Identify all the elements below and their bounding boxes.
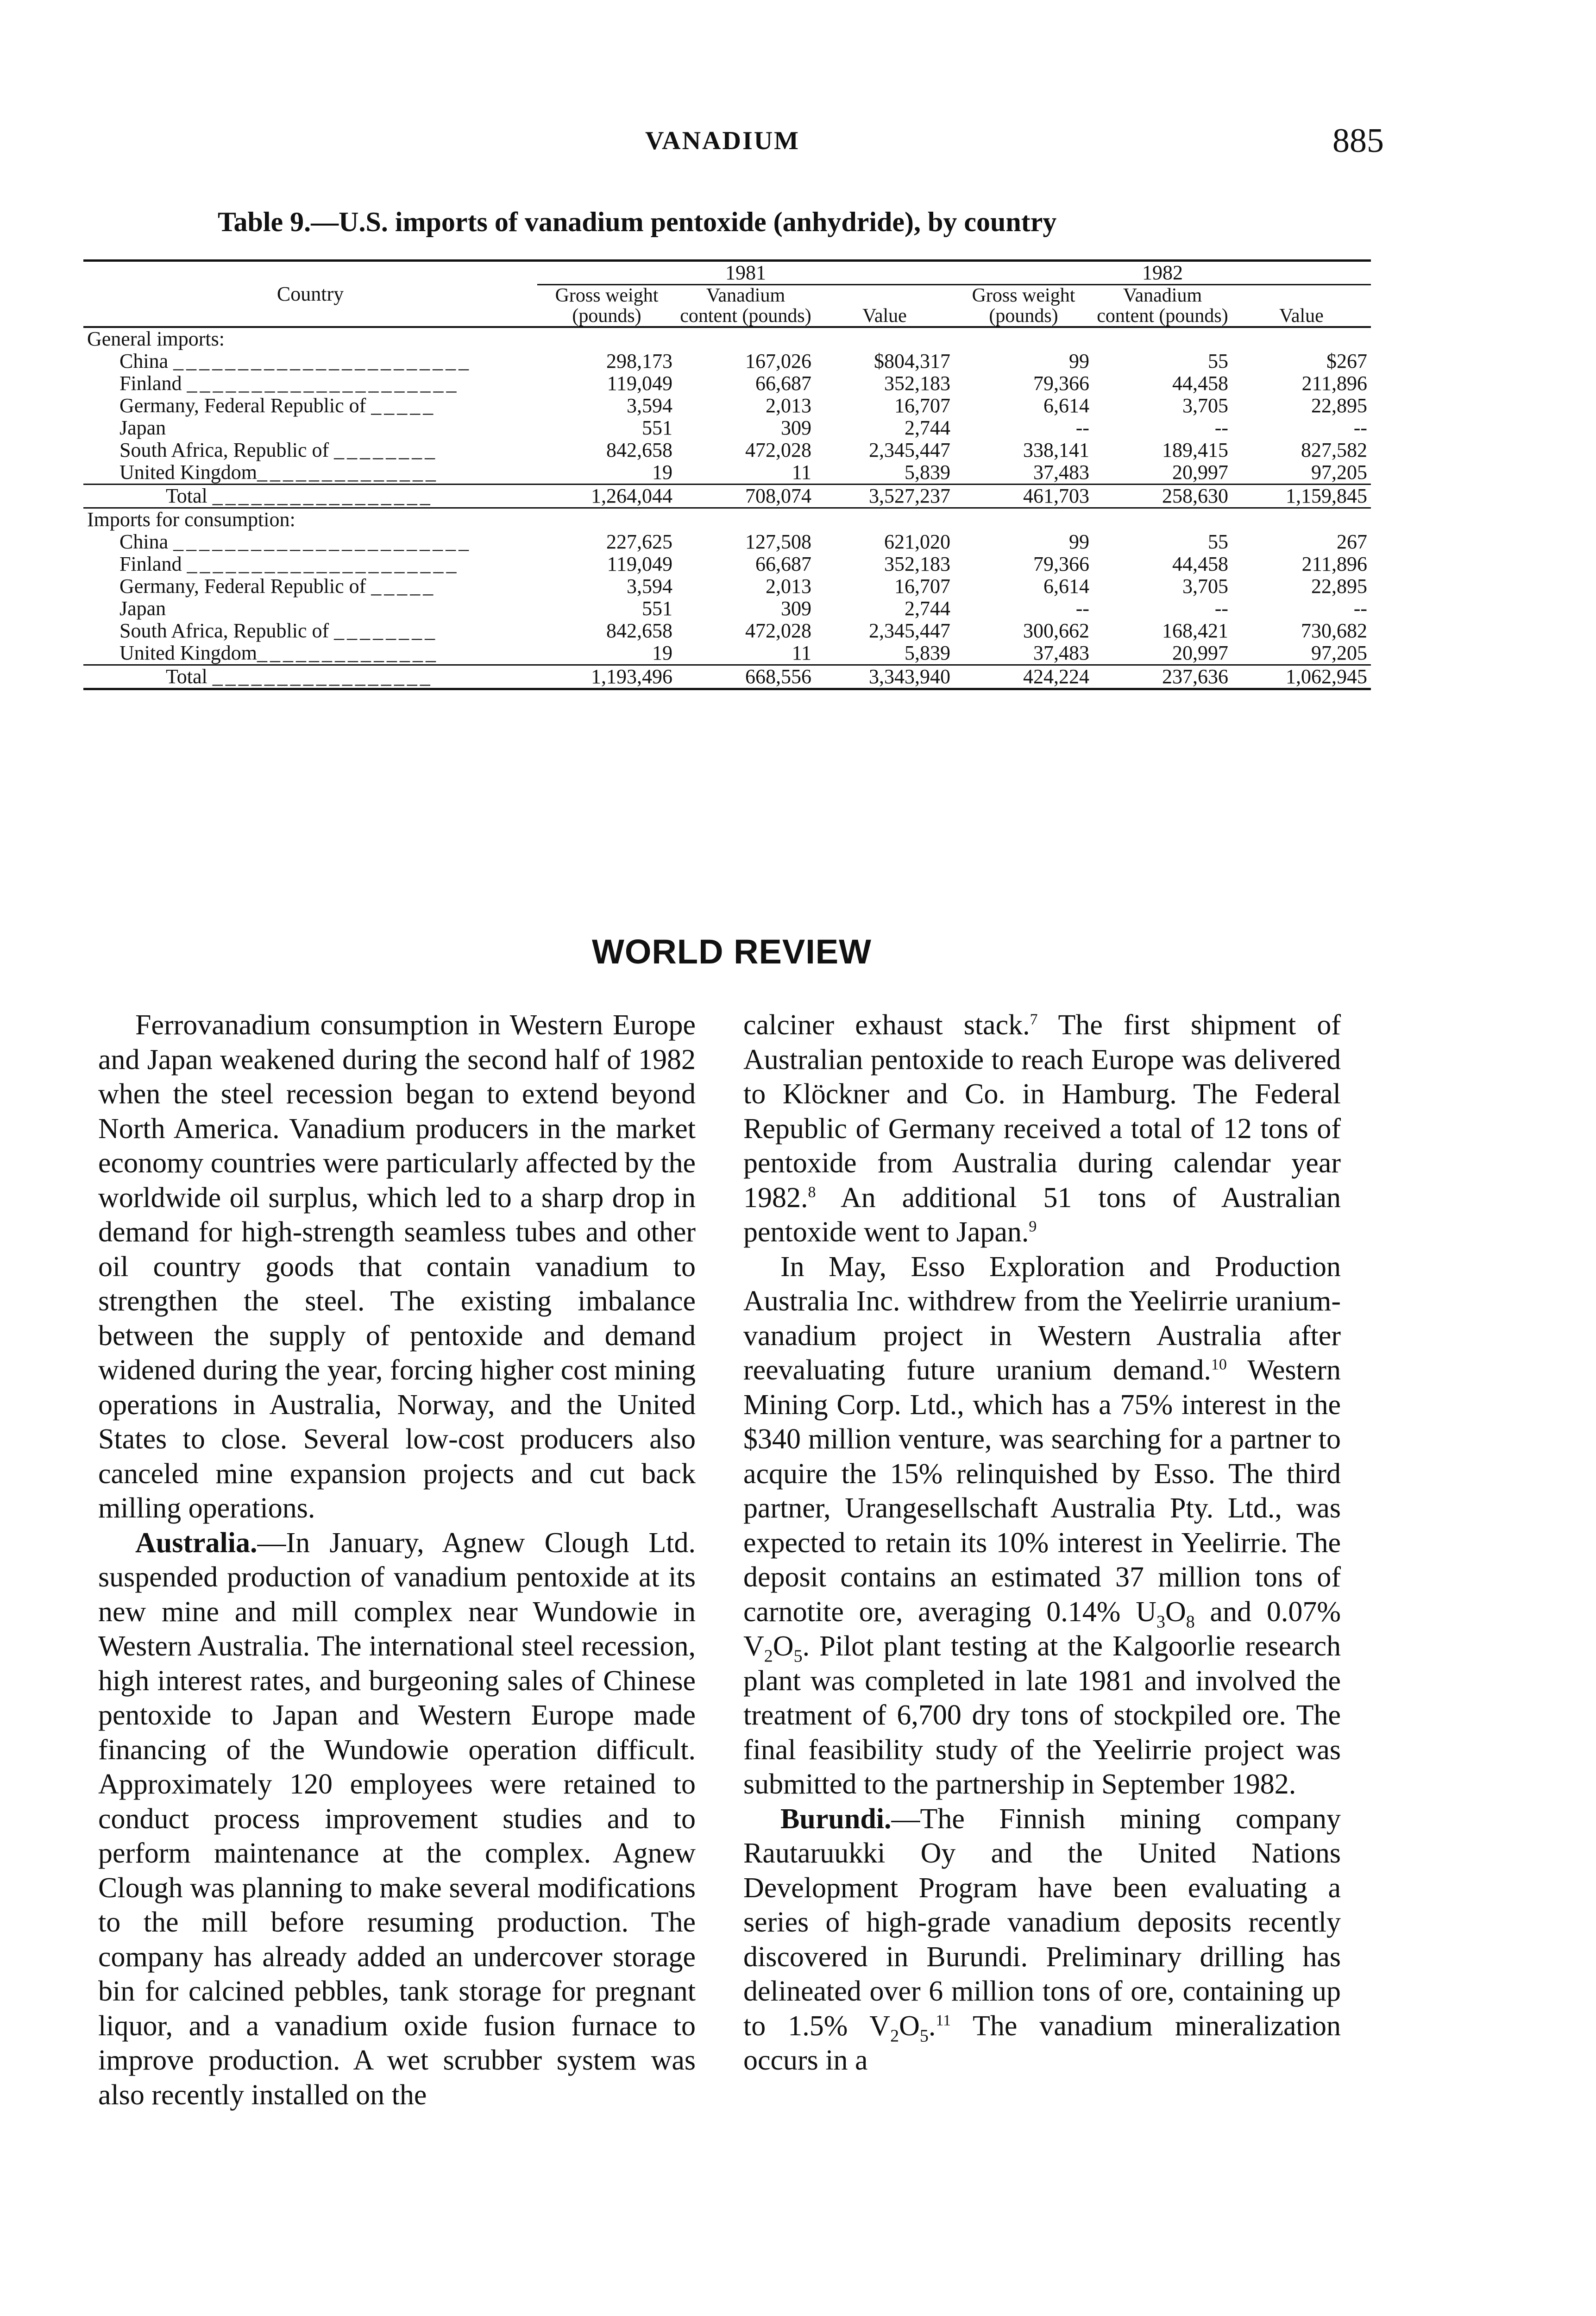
- value-cell: 16,707: [894, 394, 950, 417]
- value-cell: 5,839: [905, 642, 950, 664]
- value-cell: 97,205: [1311, 642, 1367, 664]
- page-number: 885: [1332, 122, 1384, 160]
- section-heading: WORLD REVIEW: [592, 932, 872, 971]
- value-cell: 3,705: [1182, 394, 1228, 417]
- value-cell: 168,421: [1162, 619, 1228, 642]
- value-cell: --: [1075, 597, 1089, 620]
- country-cell: South Africa, Republic of: [119, 619, 329, 642]
- country-column-header: Country: [83, 261, 537, 327]
- value-cell: 97,205: [1311, 461, 1367, 484]
- value-cell: 20,997: [1172, 461, 1228, 484]
- value-cell: 352,183: [884, 553, 950, 575]
- column-header: Vanadium content (pounds): [676, 285, 815, 327]
- imports-table-container: [83, 259, 1371, 690]
- value-cell: 211,896: [1301, 372, 1367, 395]
- country-cell: United Kingdom: [119, 461, 257, 484]
- value-cell: 22,895: [1311, 575, 1367, 598]
- table-row: Germany, Federal Republic of _____ 3,594 2,013 16,707 6,614 3,705 22,895: [83, 395, 1371, 417]
- total-cell: 708,074: [676, 485, 815, 508]
- column-header: Gross weight (pounds): [537, 285, 676, 327]
- total-cell: 1,062,945: [1232, 665, 1371, 689]
- paragraph: Ferrovanadium consumption in Western Europe and Japan weakened during the second half of 1982 when the steel recession began to extend beyond North America. Vanadium producers in the market economy countries were particularly affected by the worldwide oil surplus, which led to a sharp drop in demand for high-strength seamless tubes and other oil country goods that contain vanadium to strengthen the steel. The existing imbalance between the supply of pentoxide and demand widened during the year, forcing higher cost mining operations in Australia, Norway, and the United States to close. Several low-cost producers also canceled mine expansion projects and cut back milling operations.: [98, 1009, 696, 1524]
- left-text-column: [98, 1008, 696, 2112]
- value-cell: 309: [781, 597, 811, 620]
- value-cell: 2,345,447: [869, 619, 950, 642]
- value-cell: 300,662: [1023, 619, 1089, 642]
- country-cell: China: [119, 530, 169, 553]
- year-header-1981: 1981: [537, 261, 954, 285]
- running-title: VANADIUM: [645, 126, 800, 155]
- table-row: [83, 598, 1371, 620]
- value-cell: 298,173: [606, 350, 672, 372]
- country-cell: South Africa, Republic of: [119, 439, 329, 461]
- section-label: General imports:: [87, 327, 225, 350]
- value-cell: 2,013: [766, 394, 811, 417]
- run-in-heading: Burundi.: [780, 1803, 892, 1835]
- country-cell: Germany, Federal Republic of: [119, 575, 366, 598]
- value-cell: 3,594: [627, 394, 672, 417]
- value-cell: 3,705: [1182, 575, 1228, 598]
- value-cell: 11: [792, 461, 811, 484]
- paragraph: In May, Esso Exploration and Production Australia Inc. withdrew from the Yeelirrie uranium-vanadium project in Western Australia after reevaluating future uranium demand.$^{10}$ Western Mining Corp. Ltd., which has a 75% interest in the $340 million venture, was searching for a partner to acquire the 15% relinquished by Esso. The third partner, Urangesellschaft Australia Pty. Ltd., was expected to retain its 10% interest in Yeelirrie. The deposit contains an estimated 37 million tons of carnotite ore, averaging 0.14% $U_3O_8$ and 0.07% $V_2O_5$. Pilot plant testing at the Kalgoorlie research plant was completed in late 1981 and involved the treatment of 6,700 dry tons of stockpiled ore. The final feasibility study of the Yeelirrie project was submitted to the partnership in September 1982.: [743, 1251, 1341, 1800]
- table-row: Finland _____________________ 119,049 66,687 352,183 79,366 44,458 211,896: [83, 372, 1371, 395]
- total-row: Total _________________ 1,193,496 668,556 3,343,940 424,224 237,636 1,062,945: [83, 665, 1371, 689]
- paragraph: [98, 1526, 696, 2113]
- value-cell: 99: [1069, 350, 1089, 372]
- country-cell: Finland: [119, 372, 182, 395]
- total-cell: 1,264,044: [537, 485, 676, 508]
- value-cell: 227,625: [606, 530, 672, 553]
- value-cell: 2,744: [905, 597, 950, 620]
- column-header: Value: [815, 285, 954, 327]
- value-cell: 20,997: [1172, 642, 1228, 664]
- value-cell: --: [1353, 597, 1367, 620]
- total-cell: 461,703: [954, 485, 1093, 508]
- value-cell: 189,415: [1162, 439, 1228, 461]
- section-label: Imports for consumption:: [87, 508, 295, 531]
- value-cell: 66,687: [755, 372, 811, 395]
- footnote-ref: 8: [808, 1183, 816, 1201]
- value-cell: 19: [652, 642, 672, 664]
- footnote-ref: 11: [936, 2011, 951, 2029]
- value-cell: 37,483: [1033, 642, 1089, 664]
- value-cell: 352,183: [884, 372, 950, 395]
- table-row: South Africa, Republic of ________ 842,658 472,028 2,345,447 300,662 168,421 730,682: [83, 620, 1371, 642]
- right-text-column: [743, 1008, 1341, 2078]
- value-cell: 551: [642, 597, 672, 620]
- value-cell: --: [1353, 416, 1367, 439]
- country-cell: Germany, Federal Republic of: [119, 394, 366, 417]
- value-cell: --: [1214, 597, 1228, 620]
- value-cell: 167,026: [745, 350, 811, 372]
- country-cell: Finland: [119, 553, 182, 575]
- footnote-ref: 9: [1029, 1218, 1037, 1235]
- general-imports-section: [83, 327, 1371, 508]
- table-row: South Africa, Republic of ________ 842,658 472,028 2,345,447 338,141 189,415 827,582: [83, 439, 1371, 461]
- value-cell: 309: [781, 416, 811, 439]
- table-title: Table 9.—U.S. imports of vanadium pentoxide (anhydride), by country: [218, 207, 1057, 237]
- footnote-ref: 10: [1211, 1356, 1227, 1373]
- table-row: China _______________________ 227,625 127,508 621,020 99 55 267: [83, 531, 1371, 553]
- table-row: United Kingdom______________ 19 11 5,839 37,483 20,997 97,205: [83, 461, 1371, 485]
- paragraph-text: —In January, Agnew Clough Ltd. suspended production of vanadium pentoxide at its new mine and mill complex near Wundowie in Western Australia. The international steel recession, high interest rates, and burgeoning sales of Chinese pentoxide to Japan and Western Europe made financing of the Wundowie operation difficult. Approximately 120 employees were retained to conduct process improvement studies and to perform maintenance at the complex. Agnew Clough was planning to make several modifications to the mill before resuming production. The company has already added an undercover storage bin for calcined pebbles, tank storage for pregnant liquor, and a vanadium oxide fusion furnace to improve production. A wet scrubber system was also recently installed on the: [98, 1527, 696, 2111]
- value-cell: 55: [1208, 530, 1228, 553]
- total-cell: 668,556: [676, 665, 815, 689]
- column-header: Value: [1232, 285, 1371, 327]
- total-cell: 3,343,940: [815, 665, 954, 689]
- value-cell: --: [1214, 416, 1228, 439]
- table-row: Finland _____________________ 119,049 66,687 352,183 79,366 44,458 211,896: [83, 553, 1371, 575]
- value-cell: 2,013: [766, 575, 811, 598]
- value-cell: 44,458: [1172, 553, 1228, 575]
- value-cell: 472,028: [745, 619, 811, 642]
- run-in-heading: Australia.: [135, 1527, 258, 1559]
- value-cell: 127,508: [745, 530, 811, 553]
- value-cell: 827,582: [1301, 439, 1367, 461]
- value-cell: 472,028: [745, 439, 811, 461]
- value-cell: 19: [652, 461, 672, 484]
- table-row: Germany, Federal Republic of _____ 3,594 2,013 16,707 6,614 3,705 22,895: [83, 575, 1371, 598]
- value-cell: 6,614: [1043, 394, 1089, 417]
- total-cell: 1,193,496: [537, 665, 676, 689]
- value-cell: 338,141: [1023, 439, 1089, 461]
- paragraph: Burundi.—The Finnish mining company Rautaruukki Oy and the United Nations Development Program have been evaluating a series of high-grade vanadium deposits recently discovered in Burundi. Preliminary drilling has delineated over 6 million tons of ore, containing up to 1.5% $V_2O_5.^{11}$ The vanadium mineralization occurs in a: [743, 1803, 1341, 2076]
- total-cell: 1,159,845: [1232, 485, 1371, 508]
- value-cell: 3,594: [627, 575, 672, 598]
- value-cell: 44,458: [1172, 372, 1228, 395]
- country-cell: United Kingdom: [119, 642, 257, 664]
- value-cell: $804,317: [874, 350, 950, 372]
- total-label: Total: [166, 665, 207, 688]
- total-cell: 424,224: [954, 665, 1093, 689]
- total-cell: 3,527,237: [815, 485, 954, 508]
- value-cell: 11: [792, 642, 811, 664]
- value-cell: 621,020: [884, 530, 950, 553]
- country-cell: Japan: [119, 597, 166, 620]
- value-cell: 551: [642, 416, 672, 439]
- total-label: Total: [166, 485, 207, 507]
- value-cell: 211,896: [1301, 553, 1367, 575]
- table-row: [83, 417, 1371, 439]
- value-cell: 55: [1208, 350, 1228, 372]
- country-cell: Japan: [119, 416, 166, 439]
- country-cell: China: [119, 350, 169, 372]
- value-cell: 5,839: [905, 461, 950, 484]
- value-cell: 119,049: [607, 553, 672, 575]
- imports-for-consumption-section: [83, 508, 1371, 689]
- total-cell: 237,636: [1093, 665, 1232, 689]
- value-cell: 119,049: [607, 372, 672, 395]
- value-cell: 2,744: [905, 416, 950, 439]
- imports-table: [83, 259, 1371, 690]
- value-cell: 16,707: [894, 575, 950, 598]
- value-cell: 842,658: [606, 439, 672, 461]
- value-cell: 730,682: [1301, 619, 1367, 642]
- value-cell: $267: [1326, 350, 1367, 372]
- value-cell: 22,895: [1311, 394, 1367, 417]
- value-cell: 79,366: [1033, 372, 1089, 395]
- total-cell: 258,630: [1093, 485, 1232, 508]
- total-row: Total _________________ 1,264,044 708,074 3,527,237 461,703 258,630 1,159,845: [83, 485, 1371, 508]
- column-header: Vanadium content (pounds): [1093, 285, 1232, 327]
- footnote-ref: 7: [1030, 1011, 1038, 1028]
- value-cell: 842,658: [606, 619, 672, 642]
- value-cell: 6,614: [1043, 575, 1089, 598]
- table-row: United Kingdom______________ 19 11 5,839 37,483 20,997 97,205: [83, 642, 1371, 665]
- value-cell: 37,483: [1033, 461, 1089, 484]
- value-cell: 267: [1337, 530, 1367, 553]
- value-cell: 2,345,447: [869, 439, 950, 461]
- value-cell: 79,366: [1033, 553, 1089, 575]
- paragraph: calciner exhaust stack.$^7$ The first shipment of Australian pentoxide to reach Europe was delivered to Klöckner and Co. in Hamburg. The Federal Republic of Germany received a total of 12 tons of pentoxide from Australia during calendar year 1982.$^8$ An additional 51 tons of Australian pentoxide went to Japan.$^9$: [743, 1009, 1341, 1248]
- year-header-1982: 1982: [954, 261, 1371, 285]
- column-header: Gross weight (pounds): [954, 285, 1093, 327]
- value-cell: 66,687: [755, 553, 811, 575]
- value-cell: --: [1075, 416, 1089, 439]
- value-cell: 99: [1069, 530, 1089, 553]
- table-row: China _______________________ 298,173 167,026 $804,317 99 55 $267: [83, 350, 1371, 372]
